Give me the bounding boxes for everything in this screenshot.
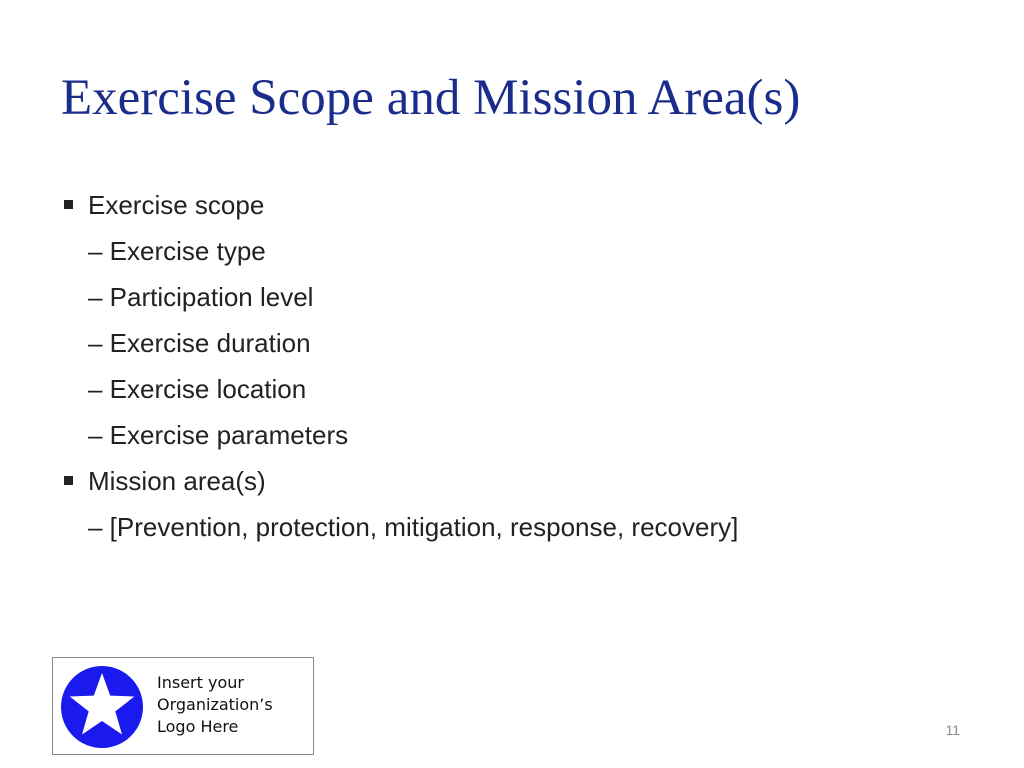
bullet-text: Exercise scope xyxy=(88,190,265,220)
logo-text-line: Logo Here xyxy=(157,717,239,736)
page-number: 11 xyxy=(945,722,960,738)
star-icon xyxy=(59,664,145,750)
slide-content xyxy=(62,182,738,550)
subitem-exercise-type: – Exercise type xyxy=(88,236,266,266)
bullet-mission-areas xyxy=(62,458,738,504)
subitem-exercise-location: – Exercise location xyxy=(88,374,307,404)
logo-placeholder-text xyxy=(157,672,307,738)
logo-text-line: Organization’s xyxy=(157,695,273,714)
logo-placeholder xyxy=(52,657,314,755)
subitem-exercise-duration: – Exercise duration xyxy=(88,328,311,358)
logo-text-line: Insert your xyxy=(157,673,244,692)
square-bullet-icon xyxy=(64,200,73,209)
bullet-text: Mission area(s) xyxy=(88,466,266,496)
bullet-exercise-scope xyxy=(62,182,738,228)
subitem-mission-area-list: – [Prevention, protection, mitigation, response, recovery] xyxy=(88,512,739,542)
subitem-exercise-parameters: – Exercise parameters xyxy=(88,420,349,450)
slide-title: Exercise Scope and Mission Area(s) xyxy=(61,70,801,126)
square-bullet-icon xyxy=(64,476,73,485)
subitem-participation-level: – Participation level xyxy=(88,282,314,312)
